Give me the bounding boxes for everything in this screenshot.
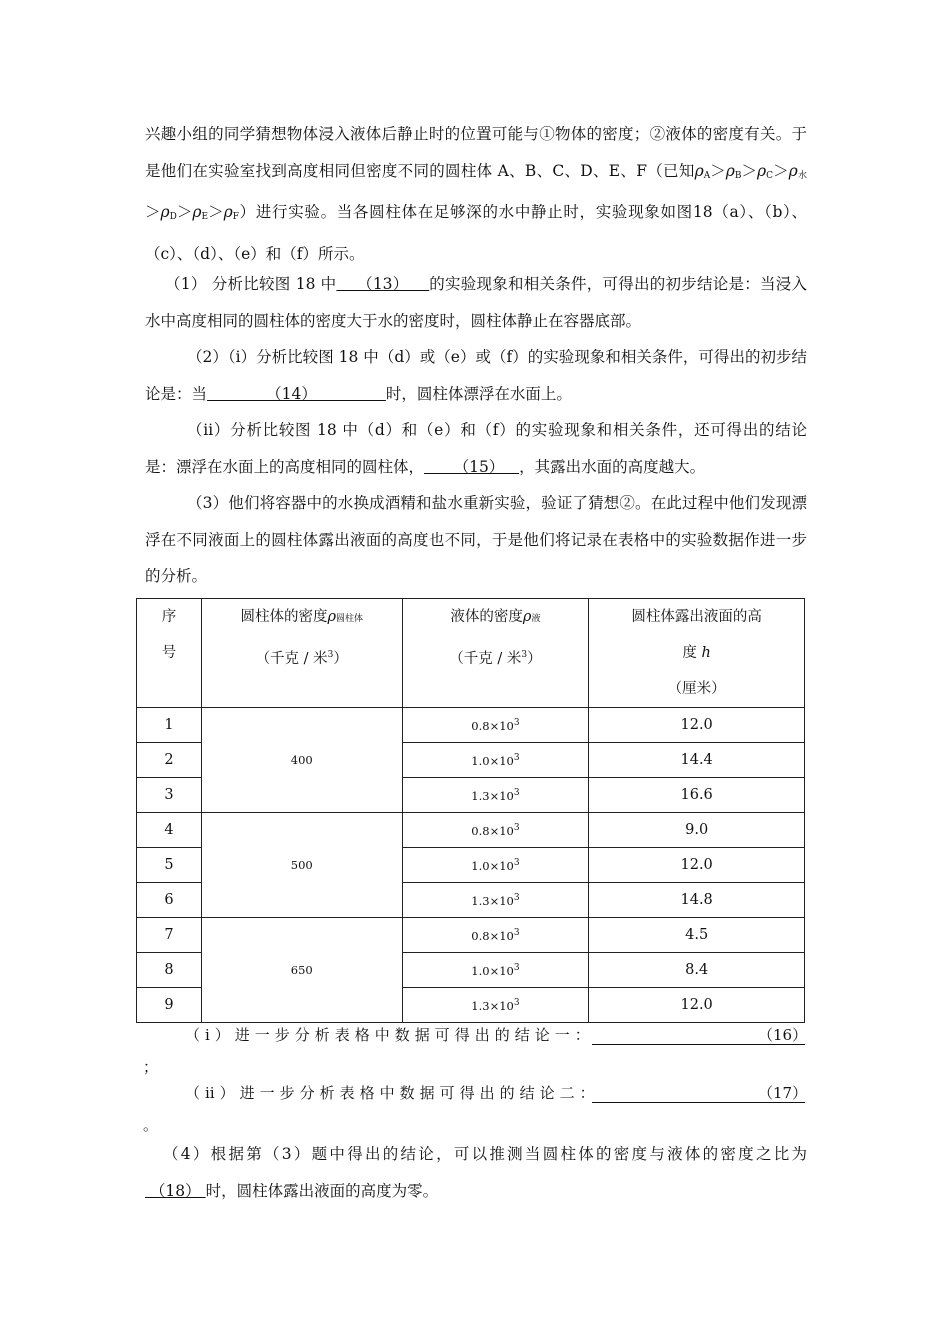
rho-symbol: ρ [725,161,735,180]
header-liquid-density-label: 液体的密度 [450,609,523,625]
exponent: 3 [513,717,520,728]
q2ii-text-b: ，其露出水面的高度越大。 [519,457,706,476]
exposed-height: 14.4 [589,743,805,778]
header-height-line1: 圆柱体露出液面的高 [631,609,762,625]
q4-text-b: 时，圆柱体露出液面的高度为零。 [205,1181,439,1200]
question-1 [145,266,807,339]
liquid-density-value: 1.0×10 [471,753,514,768]
intro-paragraph [145,116,807,272]
blank-15[interactable]: （15） [424,457,520,476]
conclusion-1-end: ； [143,1058,159,1076]
exposed-height: 14.8 [589,883,805,918]
unit-close: ） [333,650,348,667]
unit-cube: 3 [327,650,334,660]
header-liquid-density-unit [403,637,589,677]
liquid-density [402,953,589,988]
q3-text: （3）他们将容器中的水换成酒精和盐水重新实验，验证了猜想②。在此过程中他们发现漂浮在不同液面上的圆柱体露出液面的高度也不同，于是他们将记录在表格中的实验数据作进一步的分析。 [145,494,807,585]
header-exposed-height [589,599,805,708]
question-2-ii [145,412,807,485]
gt-2: ＞ [741,161,758,180]
q1-text-a: （1） 分析比较图 18 中 [165,275,337,293]
liquid-density-value: 1.3×10 [471,998,514,1013]
unit-close: ） [527,650,542,667]
header-height-unit: （厘米） [667,681,726,697]
exponent: 3 [513,822,520,833]
exposed-height: 8.4 [589,953,805,988]
liquid-density-value: 1.0×10 [471,963,514,978]
row-index: 4 [137,813,202,848]
question-2-i [145,339,807,412]
header-liquid-sub: 液 [531,614,541,624]
header-cylinder-density-title [202,599,402,637]
liquid-density [402,988,589,1023]
blank-18[interactable]: （18） [145,1181,206,1200]
table-row [137,918,805,953]
row-index: 1 [137,708,202,743]
intro-line-3-tail: ）进行实验。当各圆柱体在足够深的水中静止时，实验现象如图 [238,203,693,221]
exponent: 3 [513,787,520,798]
cylinder-density-group: 500 [201,813,402,918]
liquid-density-value: 1.0×10 [471,858,514,873]
liquid-density-value: 1.3×10 [471,788,514,803]
liquid-density-value: 0.8×10 [471,823,514,838]
header-height-line2 [589,635,804,671]
table-header-row [137,599,805,708]
row-index: 9 [137,988,202,1023]
blank-17: （17） [758,1084,808,1102]
data-table [136,598,805,1023]
table-row [137,813,805,848]
cylinder-density-group: 400 [201,708,402,813]
exposed-height: 16.6 [589,778,805,813]
q2ii-text-a: （ⅱ）分析比较图 18 中（d）和（e）和（f）的实验现象和相关条件，还可得出的结论是：漂浮在水面上的高度相同的圆柱体， [145,421,807,476]
q2i-text-b: 时，圆柱体漂浮在水面上。 [385,384,572,403]
rho-symbol: ρ [327,609,336,625]
gt-1: ＞ [710,161,726,180]
header-index-line1: 序 [161,609,177,625]
intro-line-1: 兴趣小组的同学猜想物体浸入液体后静止时的位置可能与①物体的密度；②液体的密度有 [145,125,760,143]
conclusion-2-end: 。 [143,1116,159,1134]
exposed-height: 12.0 [589,708,805,743]
exponent: 3 [513,997,520,1008]
exposed-height: 9.0 [589,813,805,848]
liquid-density-value: 0.8×10 [471,718,514,733]
exponent: 3 [513,892,520,903]
gt-4: ＞ [145,203,161,221]
rho-symbol: ρ [522,609,532,625]
gt-3: ＞ [773,161,789,180]
liquid-density-value: 0.8×10 [471,928,514,943]
row-index: 7 [137,918,202,953]
intro-line-4: 18（a）、（b）、（c）、（d）、（e）和（f）所示。 [145,203,807,263]
header-cylinder-sub: 圆柱体 [336,614,364,624]
sub-water: 水 [797,170,807,181]
sub-c: C [766,170,774,181]
unit-cube: 3 [521,650,528,660]
header-index [137,599,202,708]
liquid-density [402,848,589,883]
gt-5: ＞ [176,203,193,221]
blank-16: （16） [758,1026,808,1044]
exposed-height: 12.0 [589,988,805,1023]
sub-b: B [734,170,742,181]
header-cylinder-density-unit [202,637,402,677]
exposed-height: 4.5 [589,918,805,953]
row-index: 6 [137,883,202,918]
rho-symbol: ρ [223,203,233,221]
sub-a: A [703,170,711,181]
table-row [137,708,805,743]
sub-e: E [201,212,209,222]
q2i-text-a: （2）（ⅰ）分析比较图 18 中（d）或（e）或（f）的实验现象和相关条件，可得出的初步结论是：当 [145,348,807,403]
liquid-density [402,708,589,743]
unit-text: （千克 / 米 [449,650,522,667]
liquid-density [402,918,589,953]
rho-symbol: ρ [160,203,170,221]
header-index-line2: 号 [161,645,177,661]
exponent: 3 [513,927,520,938]
header-liquid-density [402,599,589,708]
exponent: 3 [513,962,520,973]
header-cylinder-density [201,599,402,708]
row-index: 8 [137,953,202,988]
header-height-var: h [701,645,711,661]
rho-symbol: ρ [192,203,202,221]
question-3 [145,485,807,595]
rho-symbol: ρ [694,161,704,180]
header-cylinder-density-label: 圆柱体的密度 [240,609,328,625]
q1-text-b: 的实验现象和相关条件，可得出的初步结论是：当浸入水中高度相同的圆柱体的密度大于水的密度时，圆柱体静止在容器底部。 [145,275,807,330]
blank-13[interactable]: （13） [336,275,430,293]
row-index: 5 [137,848,202,883]
exponent: 3 [513,857,520,868]
blank-14[interactable]: （14） [207,384,386,403]
gt-6: ＞ [208,203,224,221]
intro-line-2: 关。于是他们在实验室找到高度相同但密度不同的圆柱体 A、B、C、D、E、F（已知 [145,125,807,180]
rho-symbol: ρ [788,161,798,180]
row-index: 2 [137,743,202,778]
exposed-height: 12.0 [589,848,805,883]
row-index: 3 [137,778,202,813]
header-liquid-density-title [403,599,589,637]
conclusion-1-text: （ⅰ）进一步分析表格中数据可得出的结论一： [185,1026,595,1044]
liquid-density [402,778,589,813]
conclusion-2-text: （ⅱ）进一步分析表格中数据可得出的结论二： [185,1084,600,1102]
liquid-density [402,743,589,778]
sub-f: F [232,212,239,222]
rho-symbol: ρ [757,161,767,180]
liquid-density [402,883,589,918]
q4-text-a: （4）根据第（3）题中得出的结论，可以推测当圆柱体的密度与液体的密度之比为 [163,1145,807,1163]
liquid-density [402,813,589,848]
sub-d: D [169,212,177,222]
cylinder-density-group: 650 [201,918,402,1023]
exponent: 3 [513,752,520,763]
question-4 [145,1136,807,1209]
unit-text: （千克 / 米 [255,650,328,667]
liquid-density-value: 1.3×10 [471,893,514,908]
header-height-du: 度 [682,645,697,661]
